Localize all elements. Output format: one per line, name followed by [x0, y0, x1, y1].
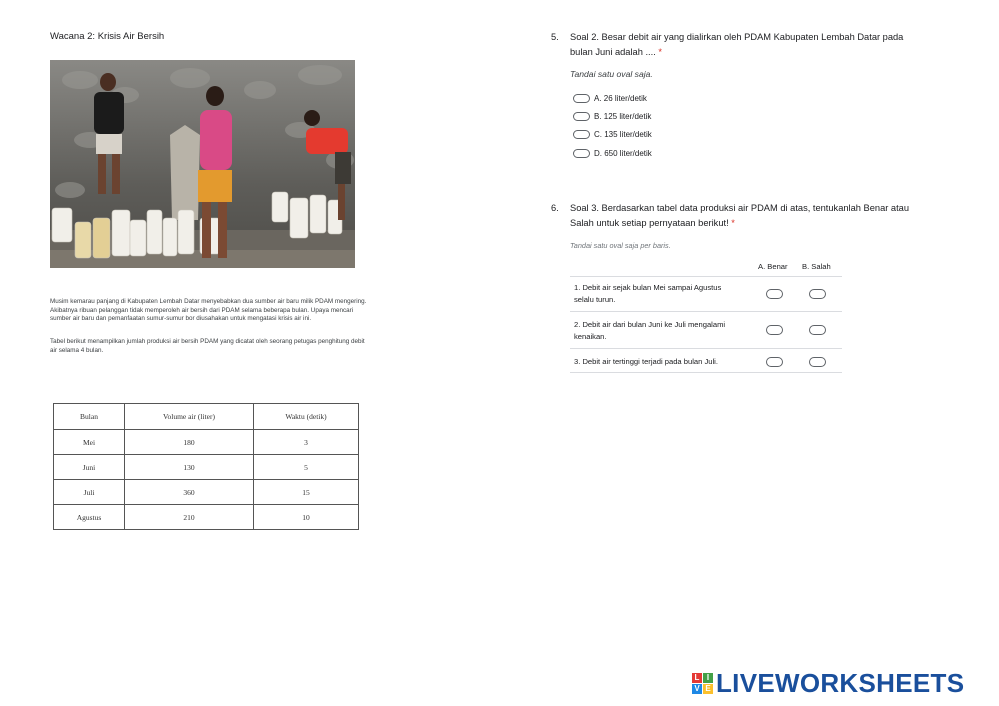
question-5-text: [570, 30, 940, 60]
grid-row-label-line: selalu turun.: [574, 294, 616, 304]
paragraph-line: sumber air baru dan pemanfaatan sumur-sumur bor diusahakan untuk mengatasi krisis air ini.: [50, 315, 312, 323]
radio-oval[interactable]: [573, 94, 590, 103]
table-cell: 10: [254, 505, 359, 530]
radio-oval[interactable]: [573, 130, 590, 139]
radio-oval[interactable]: [573, 112, 590, 121]
question-5-number: 5.: [551, 32, 559, 42]
logo-block: L: [692, 673, 702, 683]
radio-benar-row-2[interactable]: [766, 325, 783, 335]
option-d[interactable]: [573, 149, 652, 158]
table-header-cell: Waktu (detik): [254, 404, 359, 430]
radio-salah-row-2[interactable]: [809, 325, 826, 335]
table-row: [54, 455, 359, 480]
logo-block: I: [703, 673, 713, 683]
grid-row-label: [574, 319, 754, 342]
question-text-line-2: bulan Juni adalah ....: [570, 47, 659, 57]
table-header-cell: Bulan: [54, 404, 125, 430]
paragraph-line: Tabel berikut menampilkan jumlah produksi air bersih PDAM yang dicatat oleh seorang petugas penghitung debit: [50, 338, 365, 345]
logo-block: V: [692, 684, 702, 694]
option-label: D. 650 liter/detik: [594, 149, 652, 158]
table-row: [54, 505, 359, 530]
table-cell: 130: [125, 455, 254, 480]
question-6-hint: Tandai satu oval saja per baris.: [570, 241, 671, 250]
grid-row-label: [574, 282, 754, 305]
radio-oval[interactable]: [573, 149, 590, 158]
required-asterisk: *: [658, 47, 663, 57]
table-cell: Mei: [54, 430, 125, 455]
option-label: B. 125 liter/detik: [594, 112, 652, 121]
table-cell: 210: [125, 505, 254, 530]
passage-photo: [50, 60, 355, 268]
required-asterisk: *: [731, 218, 735, 228]
option-b[interactable]: [573, 112, 651, 121]
radio-benar-row-3[interactable]: [766, 357, 783, 367]
question-6-text: [570, 201, 940, 231]
question-text-line-2: Salah untuk setiap pernyataan berikut!: [570, 218, 732, 228]
paragraph-line: Musim kemarau panjang di Kabupaten Lembah Datar menyebabkan dua sumber air baru milik PDAM mengering.: [50, 298, 367, 305]
water-production-table: [53, 403, 359, 530]
table-cell: 360: [125, 480, 254, 505]
radio-benar-row-1[interactable]: [766, 289, 783, 299]
table-row: [54, 430, 359, 455]
question-text-line: [570, 45, 940, 60]
table-header-row: [54, 404, 359, 430]
table-cell: Juni: [54, 455, 125, 480]
grid-row-label: [574, 356, 754, 368]
table-cell: Agustus: [54, 505, 125, 530]
liveworksheets-logo: [692, 668, 964, 699]
table-header-cell: Volume air (liter): [125, 404, 254, 430]
logo-blocks: [692, 673, 713, 694]
option-label: C. 135 liter/detik: [594, 130, 652, 139]
grid-row-3: [570, 348, 842, 373]
grid-row-1: [570, 276, 842, 311]
passage-paragraph-2: [50, 338, 445, 355]
logo-text: LIVEWORKSHEETS: [716, 668, 965, 698]
question-text-line: Soal 3. Berdasarkan tabel data produksi air PDAM di atas, tentukanlah Benar atau: [570, 203, 910, 213]
option-c[interactable]: [573, 130, 652, 139]
paragraph-line: air selama 4 bulan.: [50, 346, 104, 354]
option-a[interactable]: [573, 94, 647, 103]
table-row: [54, 480, 359, 505]
grid-row-label-line: 2. Debit air dari bulan Juni ke Juli mengalami: [574, 320, 726, 329]
table-cell: 3: [254, 430, 359, 455]
grid-row-2: [570, 311, 842, 348]
column-header-salah: B. Salah: [802, 262, 831, 271]
option-label: A. 26 liter/detik: [594, 94, 647, 103]
question-text-line: [570, 216, 940, 231]
paragraph-line: Akibatnya ribuan pelanggan tidak memperoleh air bersih dari PDAM selama beberapa bulan. Upaya mencari: [50, 306, 354, 314]
radio-salah-row-1[interactable]: [809, 289, 826, 299]
question-6-number: 6.: [551, 203, 559, 213]
column-header-benar: A. Benar: [758, 262, 788, 271]
logo-block: E: [703, 684, 713, 694]
table-cell: 15: [254, 480, 359, 505]
grid-row-label-line: kenaikan.: [574, 331, 607, 341]
table-cell: Juli: [54, 480, 125, 505]
grid-row-label-line: 1. Debit air sejak bulan Mei sampai Agustus: [574, 283, 722, 292]
question-text-line: Soal 2. Besar debit air yang dialirkan oleh PDAM Kabupaten Lembah Datar pada: [570, 32, 904, 42]
question-5-hint: Tandai satu oval saja.: [570, 69, 653, 79]
table-cell: 5: [254, 455, 359, 480]
passage-title: Wacana 2: Krisis Air Bersih: [50, 31, 165, 42]
grid-row-label-line: 3. Debit air tertinggi terjadi pada bulan Juli.: [574, 357, 718, 366]
table-cell: 180: [125, 430, 254, 455]
radio-salah-row-3[interactable]: [809, 357, 826, 367]
passage-paragraph-1: [50, 298, 445, 324]
